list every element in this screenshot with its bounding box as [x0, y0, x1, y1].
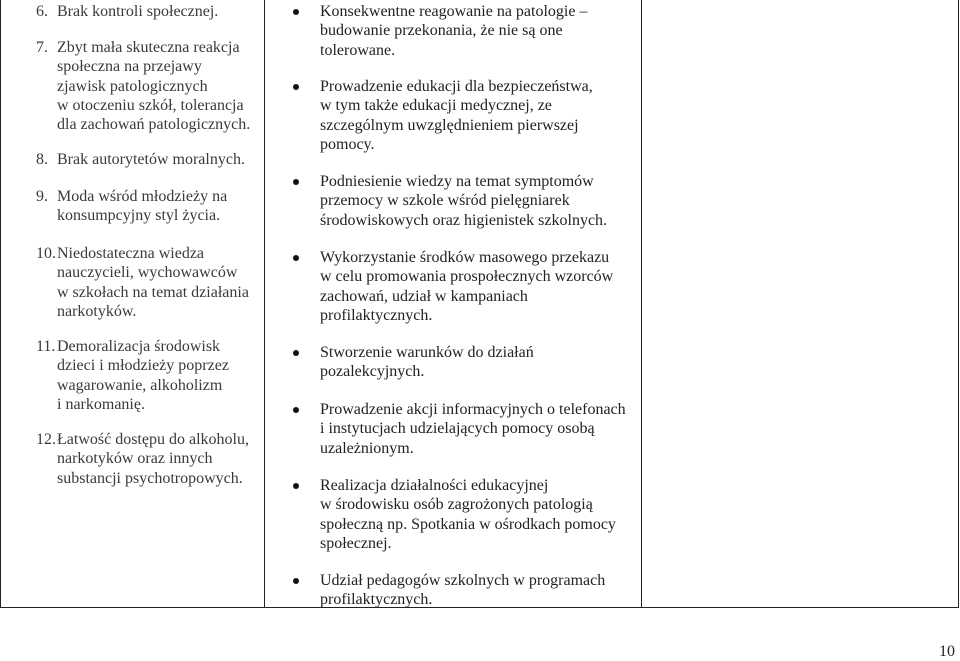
empty-cell — [642, 0, 959, 607]
problem-number: 7. — [36, 39, 48, 56]
bullet-icon — [293, 350, 299, 356]
action-text: Prowadzenie edukacji dla bezpieczeństwa, w tym także edukacji medycznej, ze szczególnym uwzględnieniem pierwszej pomocy. — [320, 78, 593, 153]
bullet-icon — [293, 407, 299, 413]
action-text: Konsekwentne reagowanie na patologie – budowanie przekonania, że nie są one tolerowane. — [320, 3, 588, 59]
problem-number: 12. — [36, 431, 56, 448]
bullet-icon — [293, 9, 299, 15]
problem-text: Brak autorytetów moralnych. — [57, 151, 245, 168]
bullet-icon — [293, 255, 299, 261]
actions-cell — [265, 0, 642, 607]
problem-text: Moda wśród młodzieży na konsumpcyjny styl życia. — [57, 188, 228, 225]
action-text: Udział pedagogów szkolnych w programach profilaktycznych. — [320, 572, 606, 609]
bullet-icon — [293, 483, 299, 489]
problem-number: 9. — [36, 188, 48, 205]
action-text: Prowadzenie akcji informacyjnych o telefonach i instytucjach udzielających pomocy osobą uzależnionym. — [320, 401, 626, 457]
problem-number: 6. — [36, 3, 48, 20]
action-text: Podniesienie wiedzy na temat symptomów przemocy w szkole wśród pielęgniarek środowiskowych oraz higienistek szkolnych. — [320, 173, 608, 229]
problem-number: 8. — [36, 151, 48, 168]
problem-text: Demoralizacja środowisk dzieci i młodzieży poprzez wagarowanie, alkoholizm i narkomanię. — [57, 338, 229, 413]
bullet-icon — [293, 84, 299, 90]
bullet-icon — [293, 179, 299, 185]
problem-number: 11. — [36, 338, 56, 355]
action-text: Realizacja działalności edukacyjnej w środowisku osób zagrożonych patologią społeczną np. Spotkania w ośrodkach pomocy społecznej. — [320, 477, 616, 552]
page-number: 10 — [939, 643, 955, 660]
problem-number: 10. — [36, 245, 56, 262]
problem-text: Zbyt mała skuteczna reakcja społeczna na przejawy zjawisk patologicznych w otoczeniu szkół, tolerancja dla zachowań patologicznych. — [57, 39, 251, 134]
problem-text: Niedostateczna wiedza nauczycieli, wychowawców w szkołach na temat działania narkotyków. — [57, 245, 249, 320]
problem-text: Łatwość dostępu do alkoholu, narkotyków oraz innych substancji psychotropowych. — [57, 431, 249, 487]
action-text: Stworzenie warunków do działań pozalekcyjnych. — [320, 344, 534, 381]
action-text: Wykorzystanie środków masowego przekazu w celu promowania prospołecznych wzorców zachowań, udział w kampaniach profilaktycznych. — [320, 249, 614, 324]
problems-cell — [1, 0, 265, 607]
bullet-icon — [293, 578, 299, 584]
problem-text: Brak kontroli społecznej. — [57, 3, 219, 20]
